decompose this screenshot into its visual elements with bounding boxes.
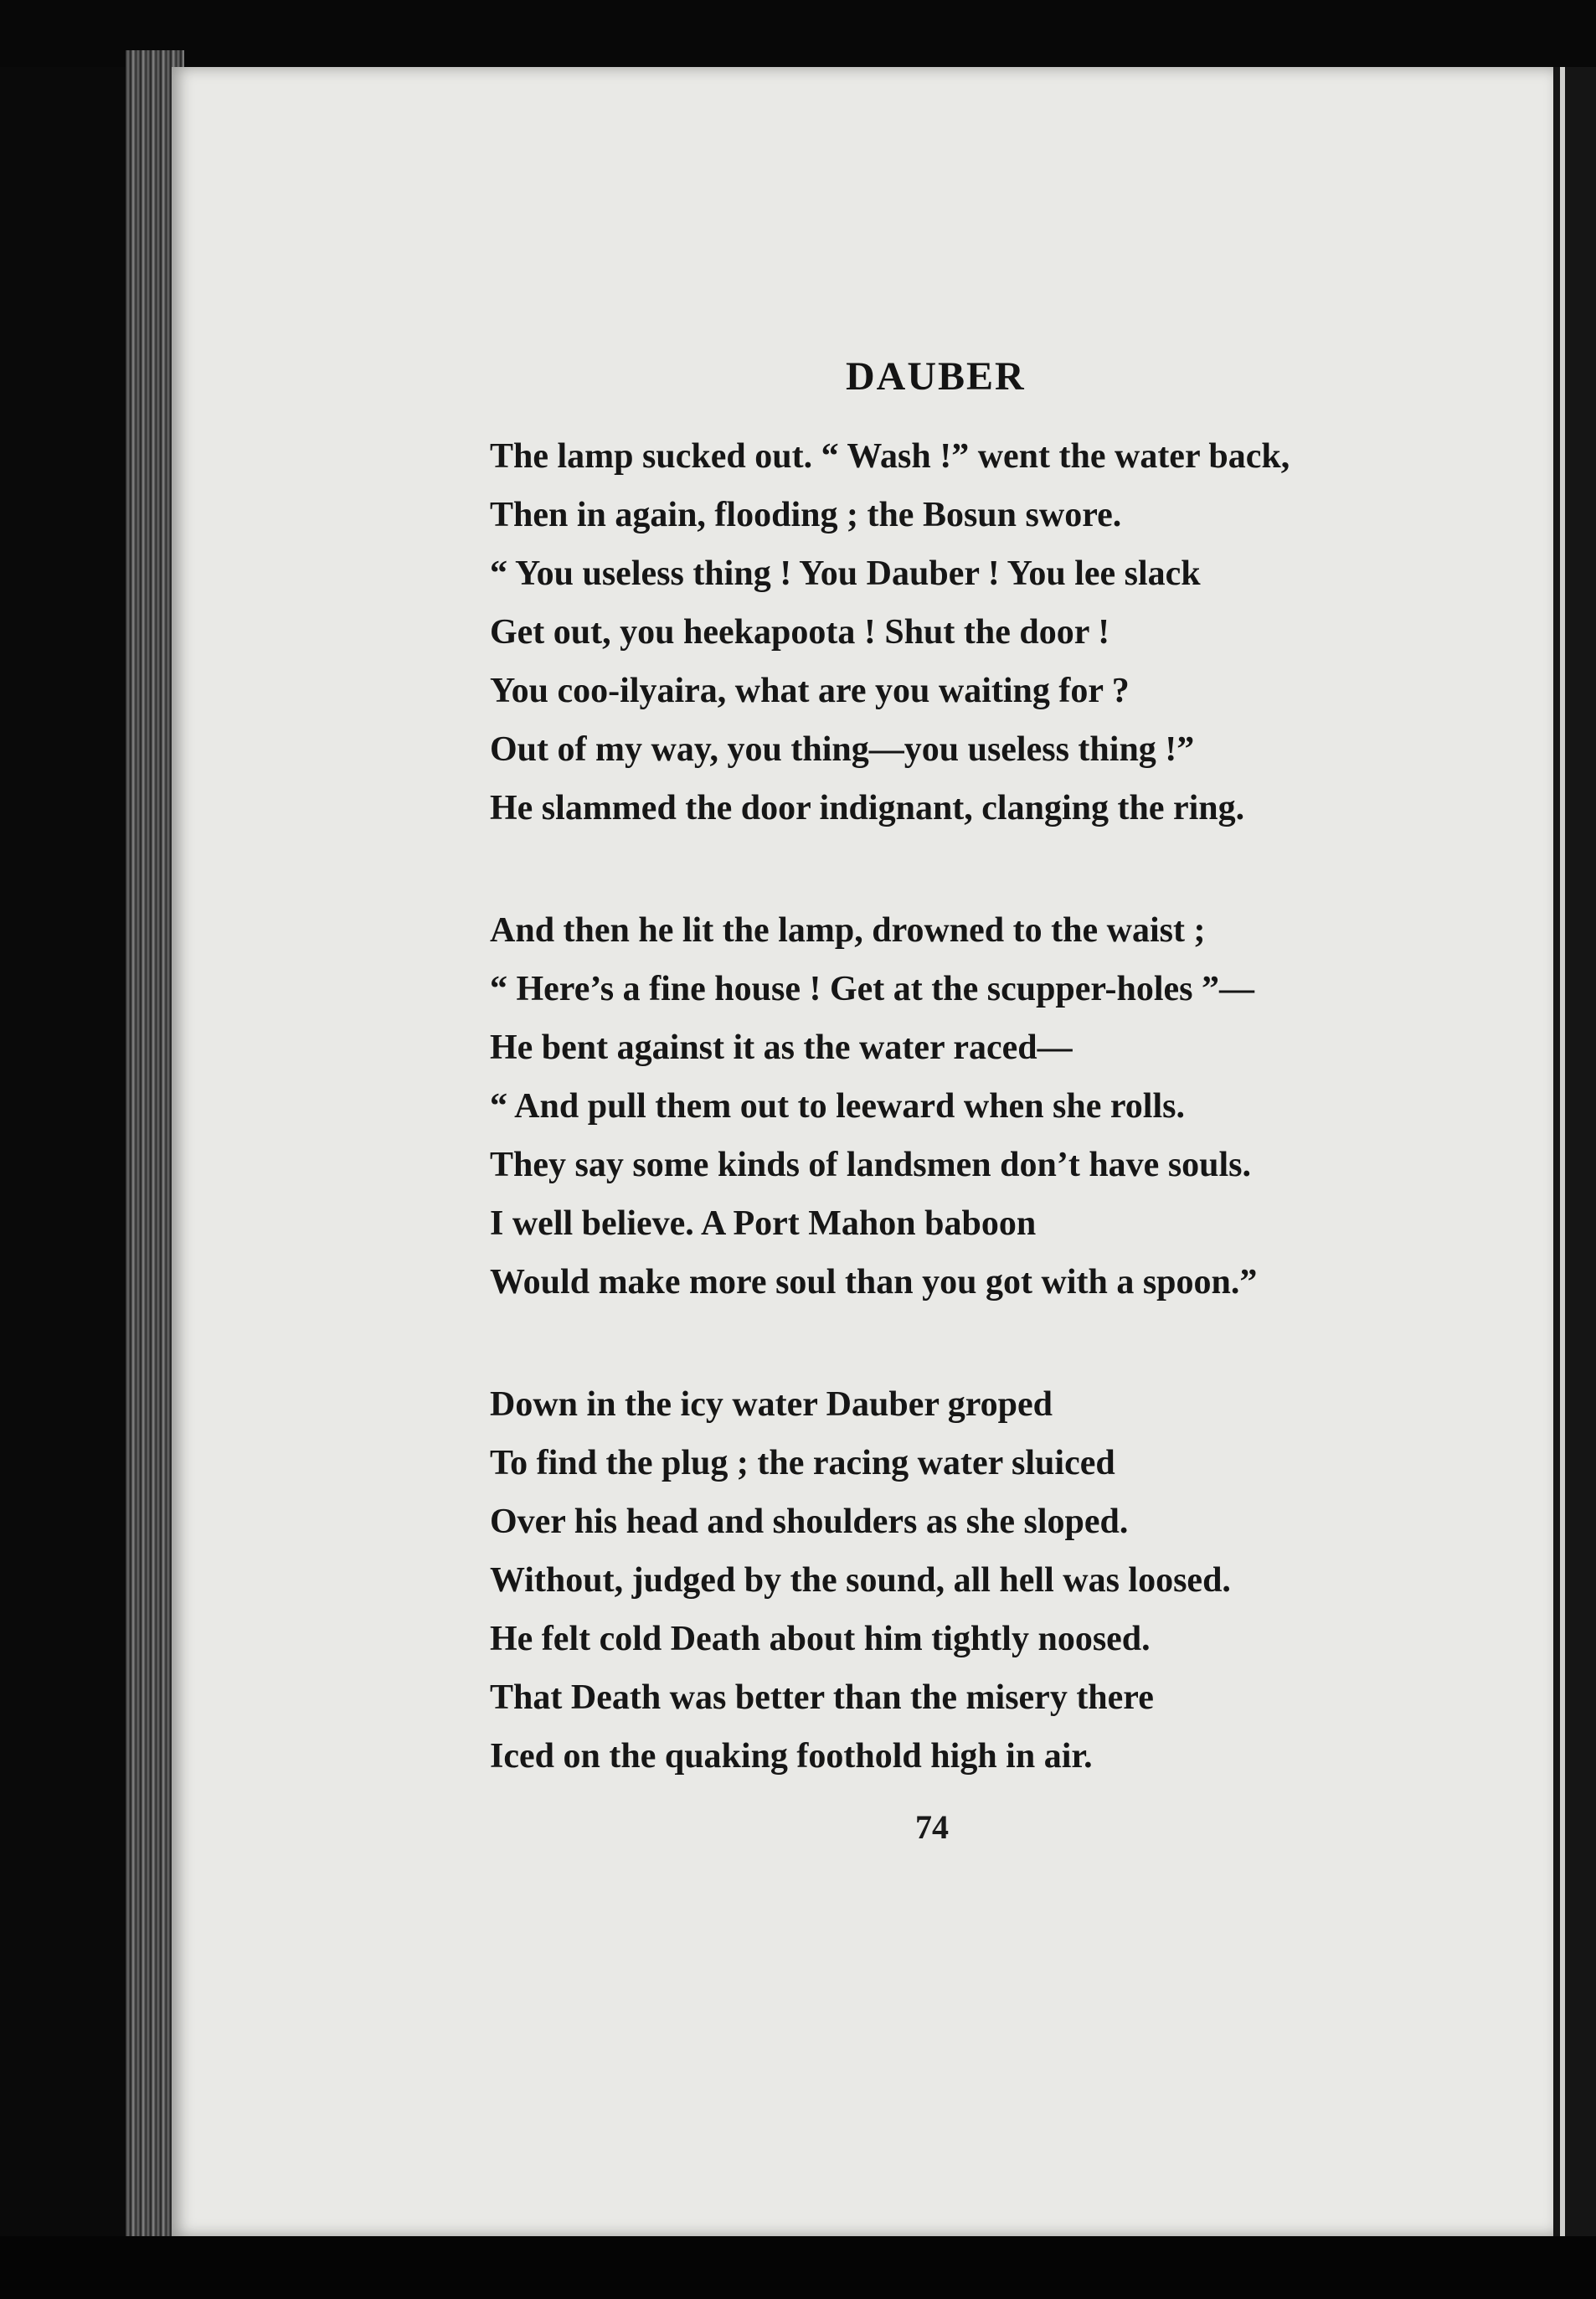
poem-line: Would make more soul than you got with a spoon.” [490,1263,1258,1302]
poem-line: They say some kinds of landsmen don’t have souls. [490,1146,1252,1184]
stanza [490,427,1290,838]
poem-line: Iced on the quaking foothold high in air. [490,1737,1093,1776]
running-head: DAUBER [846,354,1026,399]
poem-line: To find the plug ; the racing water sluiced [490,1444,1115,1482]
stanza [490,1375,1290,1786]
page-number: 74 [915,1808,949,1846]
poem-line: Down in the icy water Dauber groped [490,1385,1053,1424]
poem-line: He bent against it as the water raced— [490,1028,1073,1067]
poem-line: And then he lit the lamp, drowned to the waist ; [490,911,1206,950]
scan-border-top [0,0,1596,67]
scan-border-right [1553,67,1596,2236]
poem-body [490,427,1290,1849]
poem-line: That Death was better than the misery there [490,1678,1154,1717]
poem-line: I well believe. A Port Mahon baboon [490,1204,1037,1243]
poem-line: Get out, you heekapoota ! Shut the door ! [490,613,1110,652]
poem-line: You coo-ilyaira, what are you waiting for ? [490,672,1130,710]
poem-line: “ You useless thing ! You Dauber ! You lee slack [490,554,1201,593]
poem-line: He felt cold Death about him tightly noosed. [490,1620,1151,1658]
poem-line: The lamp sucked out. “ Wash !” went the water back, [490,437,1290,476]
poem-line: Then in again, flooding ; the Bosun swore. [490,496,1122,534]
poem-line: “ Here’s a fine house ! Get at the scupper-holes ”— [490,970,1255,1008]
poem-line: Without, judged by the sound, all hell was loosed. [490,1561,1231,1600]
stanza [490,901,1290,1312]
poem-line: “ And pull them out to leeward when she rolls. [490,1087,1185,1126]
poem-line: Over his head and shoulders as she sloped. [490,1503,1129,1541]
scan-border-bottom [0,2236,1596,2299]
poem-line: Out of my way, you thing—you useless thing !” [490,730,1195,769]
poem-line: He slammed the door indignant, clanging the ring. [490,789,1245,827]
